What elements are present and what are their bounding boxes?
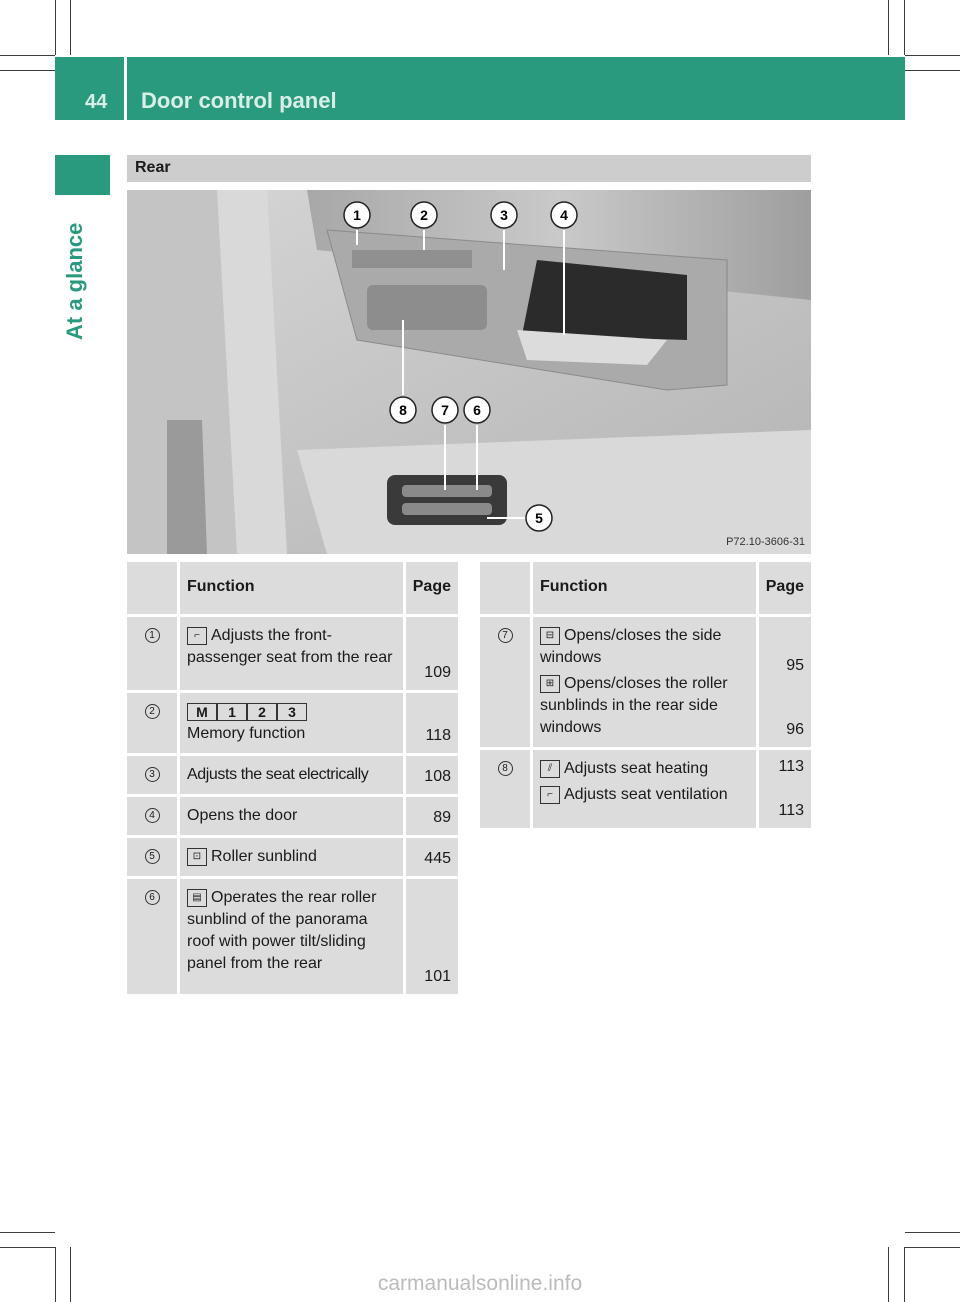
door-panel-illustration (127, 190, 811, 554)
image-credit: P72.10-3606-31 (726, 536, 805, 548)
crop-mark (55, 0, 56, 55)
section-bar (127, 155, 811, 182)
table-header-row (127, 562, 458, 617)
row-function: ▤ Operates the rear roller sunblind of the panorama roof with power tilt/sliding panel from the rear (180, 879, 406, 997)
crop-mark (905, 55, 960, 56)
row-page: 113 113 (759, 750, 811, 831)
row-number: 1 (127, 617, 180, 693)
memory-key-m: M (187, 703, 217, 721)
table-row (127, 693, 458, 756)
watermark: carmanualsonline.info (377, 1272, 583, 1295)
crop-mark (905, 1247, 960, 1248)
crop-mark (0, 1247, 55, 1248)
row-number: 2 (127, 693, 180, 756)
function-table-left (127, 562, 458, 997)
row-function: ⫽ Adjusts seat heating ⌐ Adjusts seat ventilation (533, 750, 759, 831)
page-number: 44 (85, 91, 108, 113)
svg-text:6: 6 (473, 402, 481, 418)
callout-3 (491, 202, 517, 228)
svg-text:1: 1 (353, 207, 361, 223)
panorama-sunblind-icon: ▤ (187, 889, 207, 907)
crop-mark (904, 0, 905, 55)
row-number: 4 (127, 797, 180, 838)
crop-mark (70, 0, 71, 55)
row-page: 118 (406, 693, 458, 756)
table-header-row (480, 562, 811, 617)
roller-sunblind-icon: ⊡ (187, 848, 207, 866)
table-row (480, 617, 811, 750)
table-row (480, 750, 811, 831)
row-function: ⌐ Adjusts the front-passenger seat from the rear (180, 617, 406, 693)
svg-text:5: 5 (535, 510, 543, 526)
row-function: Opens the door (180, 797, 406, 838)
table-row (127, 756, 458, 797)
seat-adjust-icon: ⌐ (187, 627, 207, 645)
crop-mark (0, 1232, 55, 1233)
row-page: 101 (406, 879, 458, 997)
row-function: M 1 2 3 Memory function (180, 693, 406, 756)
table-row (127, 879, 458, 997)
callout-4 (551, 202, 577, 228)
door-panel-photo (127, 190, 811, 554)
table-header-page: Page (759, 562, 811, 617)
side-tab-marker (55, 155, 110, 195)
table-header-page: Page (406, 562, 458, 617)
header-divider (124, 57, 127, 120)
row-function: ⊟ Opens/closes the side windows ⊞ Opens/closes the roller sunblinds in the rear side windows (533, 617, 759, 750)
callout-6 (464, 397, 490, 423)
section-title: Rear (135, 159, 171, 176)
table-header-function: Function (180, 562, 406, 617)
table-row (127, 797, 458, 838)
table-row (127, 838, 458, 879)
callout-5 (526, 505, 552, 531)
row-number: 6 (127, 879, 180, 997)
row-number: 7 (480, 617, 533, 750)
side-window-icon: ⊟ (540, 627, 560, 645)
svg-text:2: 2 (420, 207, 428, 223)
svg-text:8: 8 (399, 402, 407, 418)
row-function: Adjusts the seat electrically (180, 756, 406, 797)
table-header-blank (127, 562, 180, 617)
crop-mark (905, 1232, 960, 1233)
row-number: 8 (480, 750, 533, 831)
table-row (127, 617, 458, 693)
page-title: Door control panel (141, 88, 337, 113)
row-number: 5 (127, 838, 180, 879)
row-number: 3 (127, 756, 180, 797)
callout-7 (432, 397, 458, 423)
seat-heating-icon: ⫽ (540, 760, 560, 778)
function-table-right (480, 562, 811, 831)
table-header-blank (480, 562, 533, 617)
callout-2 (411, 202, 437, 228)
memory-key-1: 1 (217, 703, 247, 721)
seat-ventilation-icon: ⌐ (540, 786, 560, 804)
row-page: 109 (406, 617, 458, 693)
memory-key-3: 3 (277, 703, 307, 721)
crop-mark (0, 70, 55, 71)
callout-1 (344, 202, 370, 228)
svg-text:7: 7 (441, 402, 449, 418)
crop-mark (888, 0, 889, 55)
row-page: 95 96 (759, 617, 811, 750)
row-function: ⊡ Roller sunblind (180, 838, 406, 879)
side-tab-label: At a glance (62, 222, 87, 340)
memory-keys (187, 701, 396, 723)
crop-mark (0, 55, 55, 56)
svg-text:3: 3 (500, 207, 508, 223)
side-sunblind-icon: ⊞ (540, 675, 560, 693)
row-page: 108 (406, 756, 458, 797)
row-page: 445 (406, 838, 458, 879)
table-header-function: Function (533, 562, 759, 617)
svg-text:4: 4 (560, 207, 568, 223)
memory-key-2: 2 (247, 703, 277, 721)
crop-mark (905, 70, 960, 71)
callout-8 (390, 397, 416, 423)
row-page: 89 (406, 797, 458, 838)
